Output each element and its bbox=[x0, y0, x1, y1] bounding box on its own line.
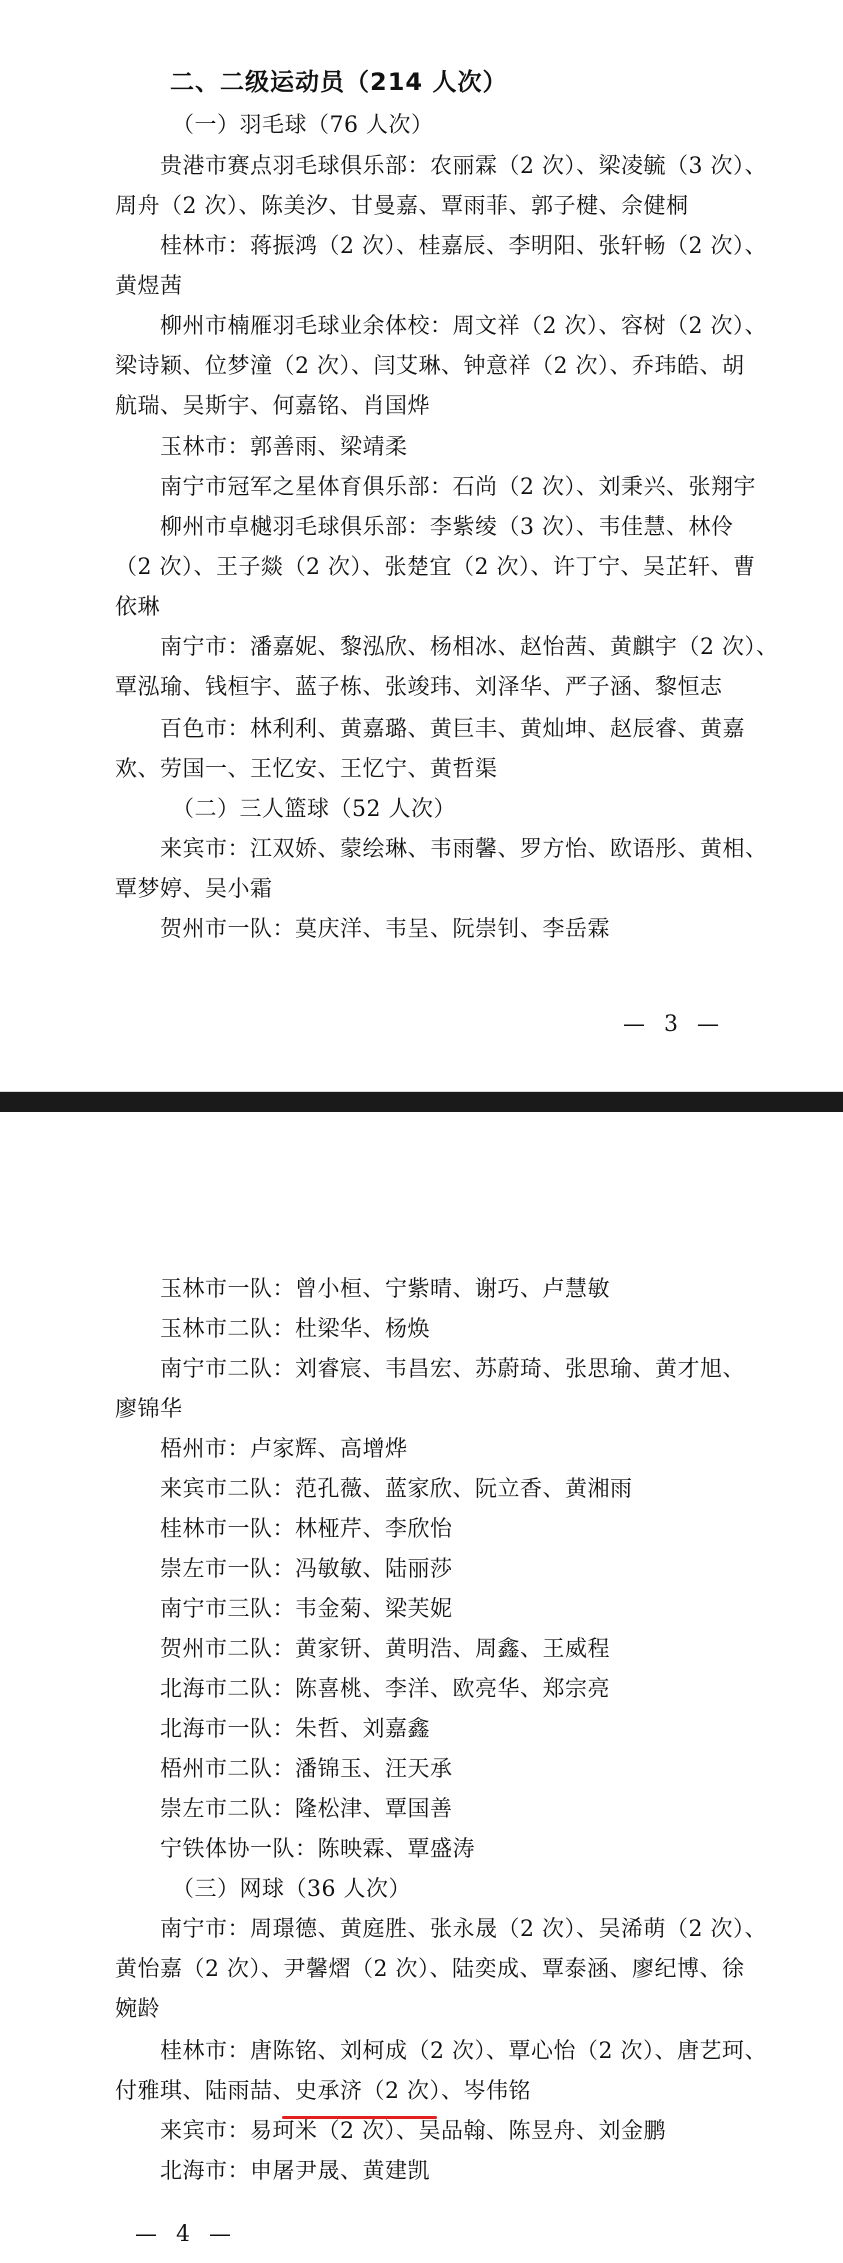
document-page-3 bbox=[0, 0, 843, 1092]
subsection-tennis: （三）网球（36 人次） bbox=[172, 1877, 411, 1902]
text-line: 贺州市二队：黄家钘、黄明浩、周鑫、王威程 bbox=[160, 1637, 611, 1662]
text-line: 来宾市二队：范孔薇、蓝家欣、阮立香、黄湘雨 bbox=[160, 1477, 633, 1502]
text-line: 玉林市：郭善雨、梁靖柔 bbox=[160, 435, 408, 460]
text-line: 宁铁体协一队：陈映霖、覃盛涛 bbox=[160, 1837, 476, 1862]
page-number: — 4 — bbox=[135, 2222, 237, 2247]
text-line: 玉林市一队：曾小桓、宁紫晴、谢巧、卢慧敏 bbox=[160, 1277, 611, 1302]
text-line: 依琳 bbox=[115, 595, 161, 620]
text-line: 航瑞、吴斯宇、何嘉铭、肖国烨 bbox=[115, 394, 431, 419]
text-line: 崇左市二队：隆松津、覃国善 bbox=[160, 1797, 453, 1822]
text-line: 南宁市：周璟德、黄庭胜、张永晟（2 次）、吴浠萌（2 次）、 bbox=[160, 1917, 767, 1942]
section-heading: 二、二级运动员（214 人次） bbox=[170, 68, 508, 96]
text-line: 崇左市一队：冯敏敏、陆丽莎 bbox=[160, 1557, 453, 1582]
red-underline-mark bbox=[282, 2116, 437, 2119]
text-line: 南宁市三队：韦金菊、梁芙妮 bbox=[160, 1597, 453, 1622]
subsection-badminton: （一）羽毛球（76 人次） bbox=[172, 113, 434, 138]
text-line: 婉龄 bbox=[115, 1997, 161, 2022]
text-line: 欢、劳国一、王忆安、王忆宁、黄哲渠 bbox=[115, 757, 498, 782]
text-line: 北海市二队：陈喜桃、李洋、欧亮华、郑宗亮 bbox=[160, 1677, 611, 1702]
text-line: 南宁市二队：刘睿宸、韦昌宏、苏蔚琦、张思瑜、黄才旭、 bbox=[160, 1357, 746, 1382]
text-line: 覃梦婷、吴小霜 bbox=[115, 877, 273, 902]
text-line: 梁诗颖、位梦潼（2 次）、闫艾琳、钟意祥（2 次）、乔玮皓、胡 bbox=[115, 354, 745, 379]
text-line: 南宁市冠军之星体育俱乐部：石尚（2 次）、刘秉兴、张翔宇 bbox=[160, 475, 756, 500]
text-line: 周舟（2 次）、陈美汐、甘曼嘉、覃雨菲、郭子楗、佘健桐 bbox=[115, 194, 689, 219]
text-line: 梧州市二队：潘锦玉、汪天承 bbox=[160, 1757, 453, 1782]
text-line: 北海市一队：朱哲、刘嘉鑫 bbox=[160, 1717, 431, 1742]
text-line: 贵港市赛点羽毛球俱乐部：农丽霖（2 次）、梁凌毓（3 次）、 bbox=[160, 154, 767, 179]
page-number: — 3 — bbox=[623, 1012, 725, 1037]
document-page-4 bbox=[0, 1112, 843, 2263]
text-line: 桂林市：唐陈铭、刘柯成（2 次）、覃心怡（2 次）、唐艺珂、 bbox=[160, 2039, 767, 2064]
text-line: 来宾市：易珂米（2 次）、吴品翰、陈昱舟、刘金鹏 bbox=[160, 2119, 666, 2144]
text-line: 百色市：林利利、黄嘉璐、黄巨丰、黄灿坤、赵辰睿、黄嘉 bbox=[160, 717, 746, 742]
text-line: 贺州市一队：莫庆洋、韦呈、阮崇钊、李岳霖 bbox=[160, 917, 611, 942]
text-line: 桂林市一队：林桠芹、李欣怡 bbox=[160, 1517, 453, 1542]
text-line: 黄煜茜 bbox=[115, 274, 183, 299]
text-line: 付雅琪、陆雨喆、史承济（2 次）、岑伟铭 bbox=[115, 2079, 531, 2104]
text-line: 黄怡嘉（2 次）、尹馨熠（2 次）、陆奕成、覃泰涵、廖纪博、徐 bbox=[115, 1957, 745, 1982]
text-line: 桂林市：蒋振鸿（2 次）、桂嘉辰、李明阳、张轩畅（2 次）、 bbox=[160, 234, 767, 259]
text-line: 梧州市：卢家辉、高增烨 bbox=[160, 1437, 408, 1462]
text-line: 覃泓瑜、钱桓宇、蓝子栋、张竣玮、刘泽华、严子涵、黎恒志 bbox=[115, 675, 723, 700]
text-line: 廖锦华 bbox=[115, 1397, 183, 1422]
text-line: 南宁市：潘嘉妮、黎泓欣、杨相冰、赵怡茜、黄麒宇（2 次）、 bbox=[160, 635, 779, 660]
text-line: 柳州市卓樾羽毛球俱乐部：李紫绫（3 次）、韦佳慧、林伶 bbox=[160, 515, 734, 540]
text-line: 柳州市楠雁羽毛球业余体校：周文祥（2 次）、容树（2 次）、 bbox=[160, 314, 767, 339]
text-line: 玉林市二队：杜梁华、杨焕 bbox=[160, 1317, 431, 1342]
text-line: （2 次）、王子燚（2 次）、张楚宜（2 次）、许丁宁、吴芷轩、曹 bbox=[115, 555, 756, 580]
subsection-basketball: （二）三人篮球（52 人次） bbox=[172, 797, 456, 822]
text-line: 北海市：申屠尹晟、黄建凯 bbox=[160, 2159, 431, 2184]
text-line: 来宾市：江双娇、蒙绘琳、韦雨馨、罗方怡、欧语彤、黄相、 bbox=[160, 837, 768, 862]
